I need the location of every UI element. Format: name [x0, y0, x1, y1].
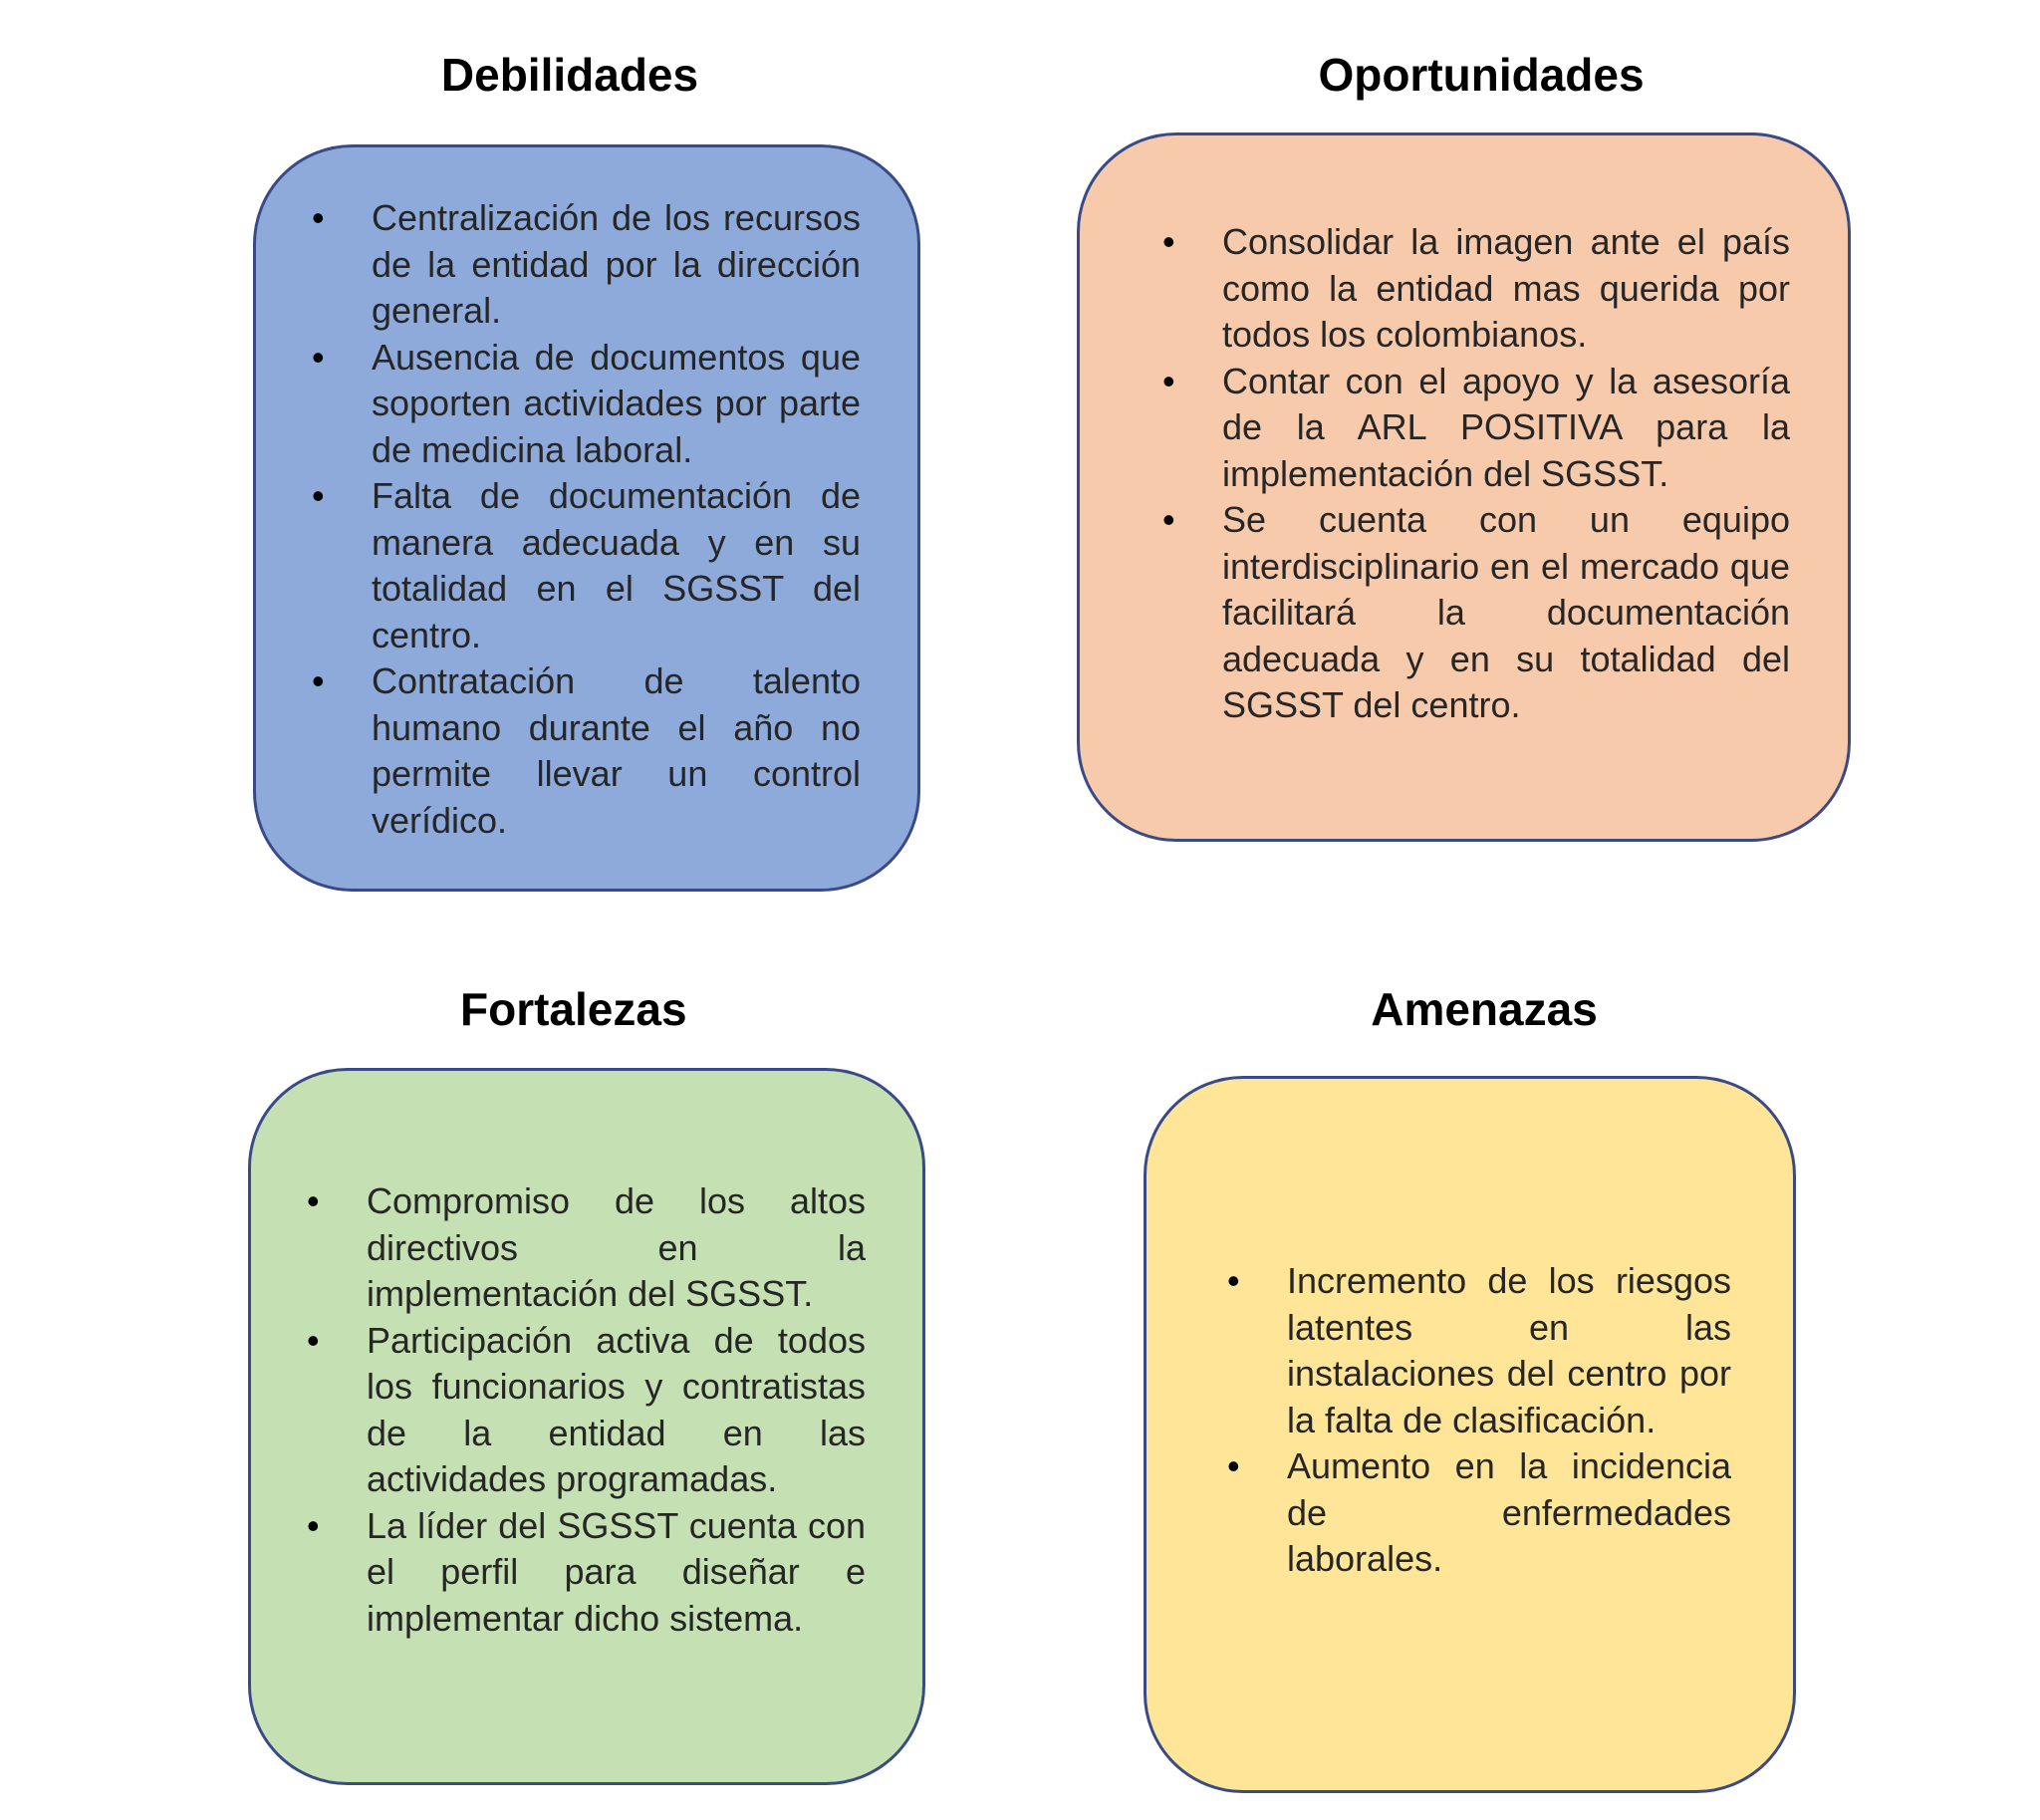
amenazas-item-text: Incremento de los riesgos latentes en las instalaciones del centro por la falta de clasificación.	[1287, 1260, 1731, 1440]
bullet-icon: •	[1227, 1260, 1240, 1301]
oportunidades-item	[1162, 219, 1790, 359]
amenazas-item	[1227, 1258, 1731, 1443]
amenazas-box	[1144, 1076, 1796, 1793]
debilidades-item	[312, 195, 861, 335]
oportunidades-item	[1162, 497, 1790, 729]
fortalezas-item-text: Compromiso de los altos directivos en la implementación del SGSST.	[367, 1180, 866, 1314]
debilidades-item-text: Falta de documentación de manera adecuada y en su totalidad en el SGSST del centro.	[372, 475, 861, 655]
fortalezas-list	[307, 1178, 866, 1642]
debilidades-title: Debilidades	[440, 49, 699, 101]
oportunidades-box	[1077, 132, 1851, 842]
debilidades-item-text: Centralización de los recursos de la entidad por la dirección general.	[372, 197, 861, 331]
debilidades-box	[253, 144, 920, 892]
debilidades-item-text: Contratación de talento humano durante el año no permite llevar un control verídico.	[372, 660, 861, 841]
fortalezas-item	[307, 1503, 866, 1643]
bullet-icon: •	[1162, 499, 1175, 540]
bullet-icon: •	[307, 1180, 320, 1221]
oportunidades-title: Oportunidades	[1318, 49, 1645, 101]
debilidades-item	[312, 335, 861, 474]
bullet-icon: •	[312, 336, 325, 378]
fortalezas-item	[307, 1178, 866, 1318]
oportunidades-item-text: Consolidar la imagen ante el país como la entidad mas querida por todos los colombianos.	[1222, 221, 1790, 355]
oportunidades-item-text: Contar con el apoyo y la asesoría de la ARL POSITIVA para la implementación del SGSST.	[1222, 360, 1790, 494]
bullet-icon: •	[307, 1504, 320, 1546]
debilidades-list	[312, 195, 861, 844]
debilidades-item-text: Ausencia de documentos que soporten actividades por parte de medicina laboral.	[372, 336, 861, 470]
debilidades-item	[312, 473, 861, 658]
amenazas-item-text: Aumento en la incidencia de enfermedades laborales.	[1287, 1445, 1731, 1579]
amenazas-title: Amenazas	[1371, 983, 1598, 1035]
oportunidades-item	[1162, 359, 1790, 498]
bullet-icon: •	[1162, 221, 1175, 262]
bullet-icon: •	[312, 197, 325, 238]
fortalezas-box	[248, 1068, 925, 1785]
bullet-icon: •	[312, 475, 325, 516]
fortalezas-item	[307, 1318, 866, 1503]
fortalezas-item-text: Participación activa de todos los funcionarios y contratistas de la entidad en las actividades programadas.	[367, 1319, 866, 1499]
amenazas-item	[1227, 1443, 1731, 1583]
fortalezas-title: Fortalezas	[460, 983, 687, 1035]
bullet-icon: •	[1162, 360, 1175, 401]
oportunidades-item-text: Se cuenta con un equipo interdisciplinario en el mercado que facilitará la documentación adecuada y en su totalidad del SGSST del centro.	[1222, 499, 1790, 725]
fortalezas-item-text: La líder del SGSST cuenta con el perfil para diseñar e implementar dicho sistema.	[367, 1504, 866, 1639]
amenazas-list	[1227, 1258, 1731, 1583]
bullet-icon: •	[1227, 1445, 1240, 1486]
bullet-icon: •	[312, 660, 325, 701]
bullet-icon: •	[307, 1319, 320, 1361]
oportunidades-list	[1162, 219, 1790, 729]
debilidades-item	[312, 658, 861, 844]
